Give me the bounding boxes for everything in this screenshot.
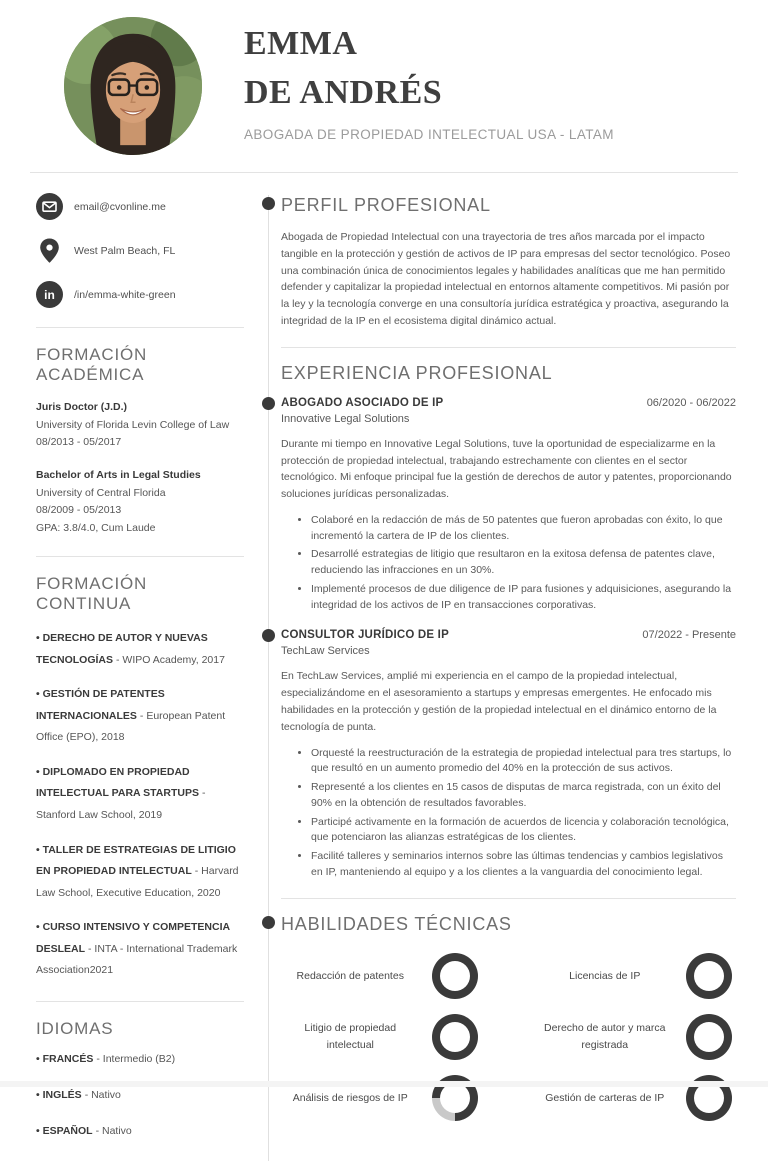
course-detail: - Stanford Law School, 2019 [36,787,206,821]
language-name: FRANCÉS [42,1052,94,1065]
job-bullet: • Implementé procesos de due diligence de IP para fusiones y adquisiciones, asegurando la integridad de los activos de IP en transacciones corporativas. [311,582,736,614]
skill-item [536,953,733,999]
main-divider [281,898,736,899]
profile-text: Abogada de Propiedad Intelectual con una trayectoria de tres años marcada por el impacto tangible en la protección y gestión de activos de IP para empresas del sector tecnológico. Poseo una combinación única de conocimientos legales y habilidades analíticas que me han permitido defender y capitalizar la propiedad intelectual en entornos altamente competitivos. Mi pasión por la ley y la tecnología converge en una consultoría jurídica estratégica y proactiva, asegurando la integridad de la IP en el ecosistema digital dinámico actual. [281,231,731,327]
education-item [36,399,244,452]
contact-linkedin[interactable] [36,281,244,308]
job-title: CONSULTOR JURÍDICO DE IP [281,629,449,642]
education-item [36,467,244,538]
skill-donut-chart [686,953,732,999]
sidebar-divider [36,1001,244,1002]
job-bullet: • Participé activamente en la formación de acuerdos de licencia y colaboración tecnológica, que potenciaron las alianzas estratégicas de los clientes. [311,815,736,847]
skill-label: Análisis de riesgos de IP [292,1091,408,1104]
school: University of Florida Levin College of Law [36,418,230,431]
course-detail: - European Patent Office (EPO), 2018 [36,709,226,744]
linkedin-icon [36,281,63,308]
header [0,0,768,155]
contact-email[interactable] [36,193,244,220]
skill-label: Derecho de autor y marca registrada [544,1022,666,1051]
contact-location [36,237,244,264]
language-item [36,1089,244,1101]
avatar [64,17,202,155]
map-pin-icon [36,237,63,264]
language-name: ESPAÑOL [42,1124,93,1137]
page-bottom-edge [0,1081,768,1087]
dates: 08/2013 - 05/2017 [36,436,122,449]
language-item [36,1053,244,1065]
continuing-education-heading: FORMACIÓN CONTINUA [36,574,148,614]
sidebar [36,193,268,1161]
job-company: TechLaw Services [281,645,370,658]
job-entry [281,397,736,614]
job-bullet: • Colaboré en la redacción de más de 50 patentes que fueron aprobadas con éxito, lo que incrementó la cartera de IP de los clientes. [311,513,736,545]
sidebar-divider [36,556,244,557]
job-bullet-list [281,746,736,881]
skill-label: Licencias de IP [569,969,641,982]
main-column [268,195,736,1161]
skill-item [281,1014,478,1060]
course-detail: - Harvard Law School, Executive Education, 2020 [36,865,239,899]
skill-item [536,1014,733,1060]
job-bullet: • Orquesté la reestructuración de la estrategia de propiedad intelectual para tres startups, lo que resultó en un aumento promedio del 40% en la protección de sus activos. [311,746,736,778]
dates: 08/2009 - 05/2013 [36,504,122,517]
job-bullet: • Facilité talleres y seminarios internos sobre las últimas tendencias y cambios legislativos en IP, manteniendo al equipo y a los clientes a la vanguardia del conocimiento legal. [311,849,736,881]
school: University of Central Florida [36,486,166,499]
profile-heading: PERFIL PROFESIONAL [281,195,736,216]
course-detail: - WIPO Academy, 2017 [116,653,225,666]
skill-label: Litigio de propiedad intelectual [304,1022,397,1051]
svg-text:in: in [44,288,55,302]
last-name: DE ANDRÉS [244,74,443,111]
skill-label: Gestión de carteras de IP [545,1091,665,1104]
sidebar-divider [36,327,244,328]
language-level: - Intermedio (B2) [96,1052,176,1065]
course-title: CURSO INTENSIVO Y COMPETENCIA DESLEAL [36,921,230,955]
degree: Bachelor of Arts in Legal Studies [36,468,201,481]
skill-donut-chart [686,1014,732,1060]
gpa: GPA: 3.8/4.0, Cum Laude [36,521,156,534]
job-company: Innovative Legal Solutions [281,412,410,425]
job-title: ABOGADO ASOCIADO DE IP [281,396,444,409]
job-header [281,397,736,409]
job-summary: En TechLaw Services, amplié mi experiencia en el campo de la propiedad intelectual, especializándome en el asesoramiento a startups y empresas emergentes. He enfocado mis habilidades en la protección y gestión de la propiedad intelectual en el dinámico entorno de la tecnología de punta. [281,670,717,733]
skill-donut-chart [432,953,478,999]
job-bullet: • Desarrollé estrategias de litigio que resultaron en la exitosa defensa de patentes clave, reduciendo las infracciones en un 30%. [311,547,736,579]
language-name: INGLÉS [42,1088,82,1101]
email-text: email@cvonline.me [74,200,166,213]
course-item [36,628,244,671]
job-dates: 07/2022 - Presente [642,629,736,642]
skills-heading: HABILIDADES TÉCNICAS [281,914,736,935]
course-item [36,840,244,905]
first-name: EMMA [244,25,358,62]
degree: Juris Doctor (J.D.) [36,401,128,413]
job-summary: Durante mi tiempo en Innovative Legal Solutions, tuve la oportunidad de especializarme en la protección de propiedad intelectual, trabajando estrechamente con clientes en el sector tecnológico. Mi enfoque principal fue la gestión de derechos de autor y patentes, proporcionando soluciones jurídicas personalizadas. [281,437,732,501]
skill-label: Redacción de patentes [296,969,404,982]
profile-photo [64,17,202,155]
course-title: TALLER DE ESTRATEGIAS DE LITIGIO EN PROPIEDAD INTELECTUAL [36,843,236,878]
skills-grid [281,953,732,1145]
name-block [244,14,614,142]
language-level: - Nativo [95,1124,132,1137]
language-level: - Nativo [84,1088,121,1101]
course-item [36,762,244,827]
job-headline: ABOGADA DE PROPIEDAD INTELECTUAL USA - LATAM [244,127,614,142]
experience-heading: EXPERIENCIA PROFESIONAL [281,362,553,383]
education-heading: FORMACIÓN ACADÉMICA [36,345,148,384]
skill-donut-chart [432,1014,478,1060]
job-entry [281,629,736,880]
job-bullet: • Representé a los clientes en 15 casos de disputas de marca registrada, con un éxito del 90% en la obtención de resultados favorables. [311,780,736,812]
linkedin-text: /in/emma-white-green [74,288,176,301]
main-divider [281,347,736,348]
language-item [36,1125,244,1137]
job-bullet-list [281,513,736,614]
course-item [36,684,244,749]
course-title: GESTIÓN DE PATENTES INTERNACIONALES [36,688,165,722]
location-text: West Palm Beach, FL [74,244,176,257]
envelope-icon [36,193,63,220]
languages-heading: IDIOMAS [36,1018,114,1038]
course-item [36,917,244,982]
job-dates: 06/2020 - 06/2022 [646,396,736,409]
skill-item [281,953,478,999]
course-detail: - INTA - International Trademark Association2021 [36,942,238,977]
job-header [281,629,736,641]
course-title: DERECHO DE AUTOR Y NUEVAS TECNOLOGÍAS [36,632,208,666]
course-title: DIPLOMADO EN PROPIEDAD INTELECTUAL PARA STARTUPS [36,765,199,800]
